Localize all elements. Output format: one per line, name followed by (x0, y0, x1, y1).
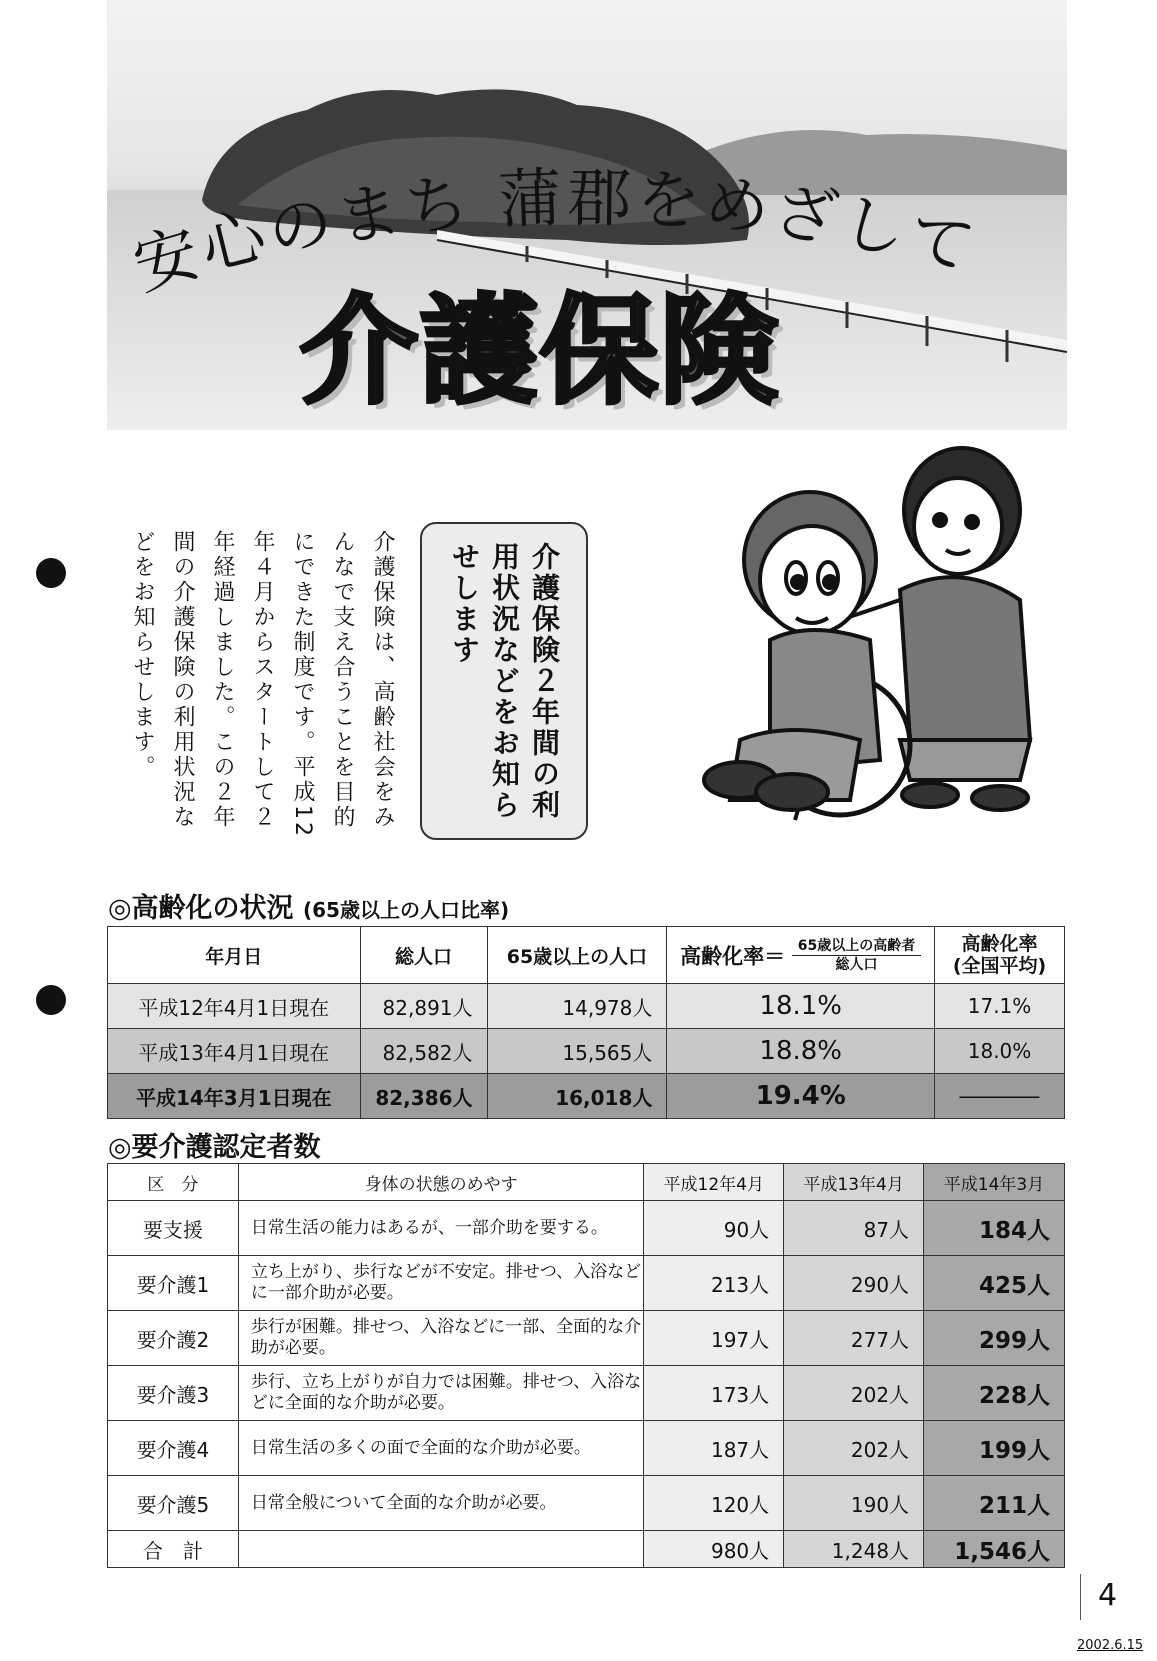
cert-h14: 211人 (924, 1476, 1065, 1531)
table-row (108, 1074, 1065, 1119)
rate-denominator: 総人口 (835, 956, 878, 973)
aging-total: 82,386人 (360, 1074, 487, 1119)
cert-total-empty (238, 1531, 643, 1568)
aging-elderly: 16,018人 (487, 1074, 667, 1119)
cert-h13: 202人 (784, 1421, 924, 1476)
national-label-2: (全国平均) (952, 955, 1047, 977)
table-row (108, 1476, 1065, 1531)
rate-label: 高齢化率＝ (680, 944, 786, 968)
aging-date: 平成13年4月1日現在 (108, 1029, 361, 1074)
cert-h12: 187人 (644, 1421, 784, 1476)
cert-description: 日常生活の多くの面で全面的な介助が必要。 (238, 1421, 643, 1476)
aging-rate: 18.1% (667, 984, 935, 1029)
cert-h13: 87人 (784, 1201, 924, 1256)
cert-total-label: 合 計 (108, 1531, 239, 1568)
rate-fraction (792, 937, 921, 974)
cert-h12: 213人 (644, 1256, 784, 1311)
table-row (108, 984, 1065, 1029)
aging-rate: 19.4% (667, 1074, 935, 1119)
aging-col-total: 総人口 (360, 927, 487, 984)
cert-h12: 173人 (644, 1366, 784, 1421)
cert-category: 要介護5 (108, 1476, 239, 1531)
cert-category: 要介護4 (108, 1421, 239, 1476)
aging-national: 18.0% (935, 1029, 1065, 1074)
binder-hole (36, 985, 66, 1015)
aging-national: ―――― (935, 1074, 1065, 1119)
aging-section-heading (108, 886, 509, 925)
cert-h14: 425人 (924, 1256, 1065, 1311)
cert-h12: 90人 (644, 1201, 784, 1256)
cert-category: 要介護3 (108, 1366, 239, 1421)
cert-h14: 184人 (924, 1201, 1065, 1256)
cert-section-heading: ◎要介護認定者数 (108, 1132, 321, 1163)
aging-col-rate (667, 927, 935, 984)
cert-col-description: 身体の状態のめやす (238, 1164, 643, 1201)
intro-body-text: 介護保険は、高齢社会をみんなで支え合うことを目的にできた制度です。平成12年４月からスタートして２年経過しました。この２年間の介護保険の利用状況などをお知らせします。 (130, 530, 395, 839)
cert-description: 日常生活の能力はあるが、一部介助を要する。 (238, 1201, 643, 1256)
cert-header-row (108, 1164, 1065, 1201)
cert-total-h13: 1,248人 (784, 1531, 924, 1568)
cert-description: 日常全般について全面的な介助が必要。 (238, 1476, 643, 1531)
aging-table (107, 926, 1065, 1119)
cert-total-row (108, 1531, 1065, 1568)
cert-total-h14: 1,546人 (924, 1531, 1065, 1568)
intro-callout-text: 介護保険２年間の利用状況などをお知らせします (448, 542, 561, 821)
aging-total: 82,582人 (360, 1029, 487, 1074)
subtitle-text: 安心のまち 蒲郡をめざして (125, 161, 985, 305)
aging-header-row (108, 927, 1065, 984)
intro-callout-box (420, 522, 588, 840)
cert-col-h13: 平成13年4月 (784, 1164, 924, 1201)
cert-description: 歩行が困難。排せつ、入浴などに一部、全面的な介助が必要。 (238, 1311, 643, 1366)
aging-elderly: 15,565人 (487, 1029, 667, 1074)
cert-category: 要介護2 (108, 1311, 239, 1366)
table-row (108, 1256, 1065, 1311)
cert-description: 歩行、立ち上がりが自力では困難。排せつ、入浴などに全面的な介助が必要。 (238, 1366, 643, 1421)
certification-table (107, 1163, 1065, 1568)
aging-col-date: 年月日 (108, 927, 361, 984)
aging-heading-text: ◎高齢化の状況 (108, 893, 294, 924)
aging-date: 平成14年3月1日現在 (108, 1074, 361, 1119)
aging-national: 17.1% (935, 984, 1065, 1029)
cert-description: 立ち上がり、歩行などが不安定。排せつ、入浴などに一部介助が必要。 (238, 1256, 643, 1311)
table-row (108, 1029, 1065, 1074)
table-row (108, 1421, 1065, 1476)
cert-col-h14: 平成14年3月 (924, 1164, 1065, 1201)
cert-category: 要支援 (108, 1201, 239, 1256)
cert-h13: 190人 (784, 1476, 924, 1531)
cert-category: 要介護1 (108, 1256, 239, 1311)
wheelchair-illustration (700, 440, 1060, 870)
cert-h13: 202人 (784, 1366, 924, 1421)
table-row (108, 1311, 1065, 1366)
cert-h12: 197人 (644, 1311, 784, 1366)
issue-date: 2002.6.15 (1077, 1638, 1144, 1653)
table-row (108, 1366, 1065, 1421)
rate-numerator: 65歳以上の高齢者 (792, 937, 921, 956)
cert-h12: 120人 (644, 1476, 784, 1531)
aging-total: 82,891人 (360, 984, 487, 1029)
cert-col-h12: 平成12年4月 (644, 1164, 784, 1201)
page-number: 4 (1098, 1578, 1118, 1613)
aging-elderly: 14,978人 (487, 984, 667, 1029)
cert-h14: 199人 (924, 1421, 1065, 1476)
cert-total-h12: 980人 (644, 1531, 784, 1568)
aging-rate: 18.8% (667, 1029, 935, 1074)
main-title: 介護保険 (300, 282, 781, 420)
binder-hole (36, 558, 66, 588)
cert-col-category: 区 分 (108, 1164, 239, 1201)
cert-h14: 299人 (924, 1311, 1065, 1366)
national-label-1: 高齢化率 (961, 933, 1038, 955)
aging-col-national (935, 927, 1065, 984)
aging-date: 平成12年4月1日現在 (108, 984, 361, 1029)
cert-h13: 277人 (784, 1311, 924, 1366)
cert-h14: 228人 (924, 1366, 1065, 1421)
table-row (108, 1201, 1065, 1256)
aging-heading-note: (65歳以上の人口比率) (302, 898, 510, 922)
cert-h13: 290人 (784, 1256, 924, 1311)
aging-col-elderly: 65歳以上の人口 (487, 927, 667, 984)
